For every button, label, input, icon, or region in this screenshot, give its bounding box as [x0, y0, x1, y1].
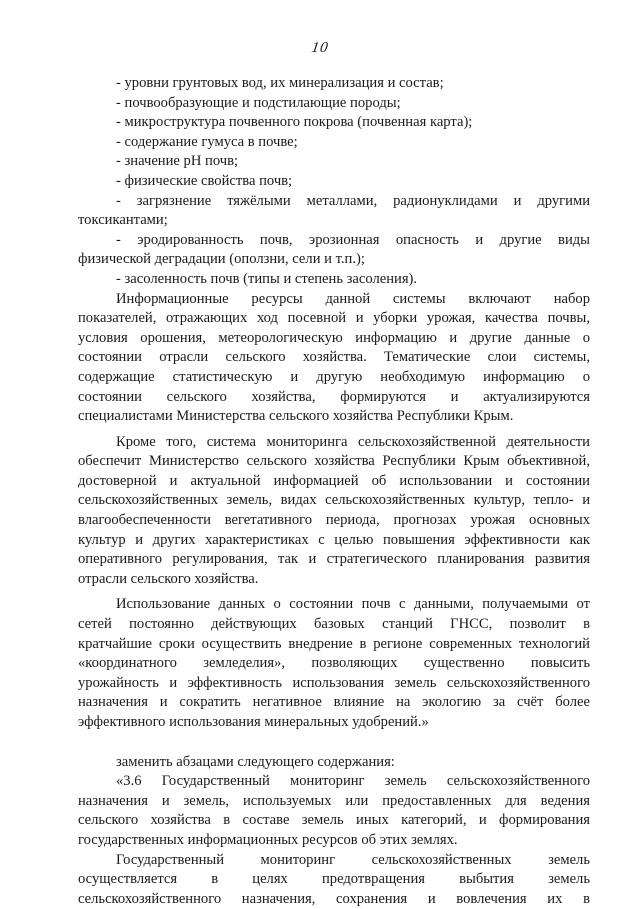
text-line: Использование данных о состоянии почв с данными, получаемыми от	[116, 596, 590, 613]
text-line: Информационные ресурсы данной системы включают набор	[116, 290, 590, 307]
text-line: Кроме того, система мониторинга сельскохозяйственной деятельности	[116, 433, 590, 450]
text-line: - засоленность почв (типы и степень засоления).	[116, 270, 418, 287]
text-line: состоянии отрасли сельского хозяйства. Тематические слои системы,	[78, 349, 590, 366]
text-line: условия орошения, метеорологическую информацию и другие данные о	[78, 329, 590, 346]
text-line: обеспечит Министерство сельского хозяйства Республики Крым объективной,	[78, 453, 590, 470]
text-line: назначения и сократить негативное влияние на экологию за счёт более	[78, 694, 590, 711]
text-line: сельскохозяйственных земель, видах сельскохозяйственных культур, тепло- и	[78, 492, 590, 509]
text-line: Государственный мониторинг сельскохозяйственных земель	[116, 851, 590, 868]
text-line: специалистами Министерства сельского хозяйства Республики Крым.	[78, 408, 514, 425]
text-line: отрасли сельского хозяйства.	[78, 570, 259, 587]
text-line: эффективного использования минеральных удобрений.»	[78, 714, 429, 730]
page-number: 10	[310, 40, 330, 56]
text-line: оперативного регулирования, так и стратегического планирования развития	[78, 551, 590, 568]
text-line: физической деградации (оползни, сели и т.п.);	[78, 251, 365, 268]
text-line: влагообеспеченности вегетативного периода, прогнозах урожая основных	[78, 512, 590, 529]
text-line: - содержание гумуса в почве;	[116, 133, 298, 150]
text-line: сельского хозяйства в составе земель иных категорий, и формирования	[78, 812, 590, 829]
text-line: - микроструктура почвенного покрова (почвенная карта);	[116, 114, 473, 131]
text-line: - почвообразующие и подстилающие породы;	[116, 94, 401, 111]
text-line: «координатного земледелия», позволяющих существенно повысить	[78, 655, 590, 672]
text-line: - эродированность почв, эрозионная опасность и другие виды	[116, 231, 590, 248]
text-line: государственных информационных ресурсов об этих землях.	[78, 831, 458, 848]
text-line: кратчайшие сроки осуществить внедрение в регионе современных технологий	[78, 635, 590, 652]
text-line: - загрязнение тяжёлыми металлами, радионуклидами и другими	[116, 192, 590, 209]
paragraph-gap	[78, 733, 590, 753]
text-line: достоверной и актуальной информацией об использовании и состоянии	[78, 472, 590, 489]
document-body	[78, 74, 590, 909]
text-line: сельскохозяйственного назначения, сохранения и вовлечения их в	[78, 890, 590, 907]
text-line: сетей постоянно действующих базовых станций ГНСС, позволит в	[78, 616, 590, 633]
text-line: культур и других характеристиках с целью повышения эффективности как	[78, 531, 590, 548]
text-line: состоянии сельского хозяйства, формируются и актуализируются	[78, 388, 590, 405]
text-line: заменить абзацами следующего содержания:	[116, 753, 395, 770]
text-line: «3.6 Государственный мониторинг земель сельскохозяйственного	[116, 773, 590, 790]
text-line: - уровни грунтовых вод, их минерализация и состав;	[116, 75, 444, 91]
text-line: токсикантами;	[78, 212, 168, 229]
text-line: - физические свойства почв;	[116, 172, 293, 189]
text-line: содержащие статистическую и другую необходимую информацию о	[78, 368, 590, 385]
text-line: назначения и земель, используемых или предоставленных для ведения	[78, 792, 590, 809]
text-line: урожайность и эффективность использования земель сельскохозяйственного	[78, 674, 590, 691]
text-line: показателей, отражающих ход посевной и уборки урожая, качества почвы,	[78, 310, 590, 327]
text-line: осуществляется в целях предотвращения выбытия земель	[78, 871, 590, 888]
text-line: - значение pH почв;	[116, 153, 239, 170]
